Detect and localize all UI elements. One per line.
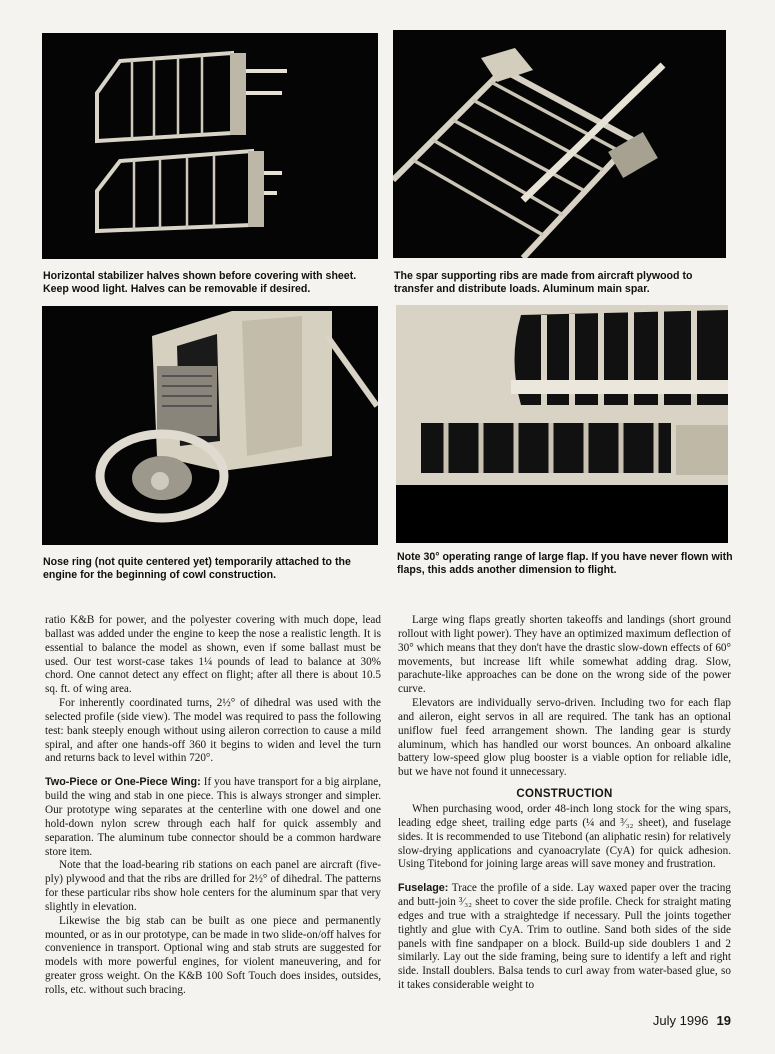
left-paragraph-1: ratio K&B for power, and the polyester covering with much dope, lead ballast was added under the engine to keep the nose a realistic length. It is essential to balance the model as shown, even if some ballast must be used. Our test worst-case takes 1¼ pounds of lead to balance at 30% chord. One cannot detect any effect on flight; after all there is about 10.5 sq. ft. of wing area.: [45, 614, 381, 696]
left-paragraph-5: Likewise the big stab can be built as one piece and permanently mounted, or as in our prototype, can be made in two slide-on/off halves for convenience in transport. Optional wing and stab struts are suggested for models with more powerful engines, for violent maneuvering, and for greater gross weight. On the K&B 100 Soft Touch does insides, outsides, rolls, etc. without such bracing.: [45, 914, 381, 996]
right-paragraph-4: [398, 882, 731, 993]
right-paragraph-2: Elevators are individually servo-driven. Including two for each flap and aileron, eight servos in all are required. The tank has an optional uniflow fuel feed arrangement shown. The landing gear is sturdy aluminum, which has handled our worst bounces. An onboard alkaline battery low-speed glow plug booster is a viable option for reliable idle, but we have not found it unnecessary.: [398, 697, 731, 779]
caption-stabilizer: Horizontal stabilizer halves shown before covering with sheet. Keep wood light. Halves can be removable if desired.: [43, 270, 357, 295]
caption-spar: The spar supporting ribs are made from aircraft plywood to transfer and distribute loads. Aluminum main spar.: [394, 270, 693, 295]
article-left-column: [45, 614, 381, 998]
left-paragraph-4: Note that the load-bearing rib stations on each panel are aircraft (five-ply) plywood and that the ribs are drilled for 2½° of dihedral. The patterns for these particular ribs show hole centers for the aluminum spar that very slightly in elevation.: [45, 859, 381, 913]
page-number: 19: [716, 1013, 731, 1028]
nose-ring-image: [42, 306, 378, 545]
photo-large-flap: [396, 305, 728, 543]
photo-nose-ring: [42, 306, 378, 545]
wing-subheading: Two-Piece or One-Piece Wing:: [45, 776, 201, 789]
right-paragraph-1: Large wing flaps greatly shorten takeoffs and landings (short ground rollout with light power). They have an optimized maximum deflection of 30° which means that they don't have the drastic slow-down effects of 60° movements, but increase lift while somewhat adding drag. Slow, parachute-like approaches can be done on the wrong side of the power curve.: [398, 614, 731, 696]
fuselage-subheading: Fuselage:: [398, 882, 449, 895]
left-paragraph-2: For inherently coordinated turns, 2½° of dihedral was used with the selected profile (side view). The model was required to pass the following test: bank steeply enough without using aileron correction to cause a mild spiral, and after one hands-off 360 it begins to widen and level the turn and returns back to level within 720°.: [45, 697, 381, 765]
right-paragraph-3: When purchasing wood, order 48-inch long stock for the wing spars, leading edge sheet, trailing edge parts (¼ and ³⁄₃₂ sheet), and fuselage sides. It is recommended to use Titebond (an aliphatic resin) for relatively slow-drying applications and cyanoacrylate (CyA) for quick adhesion. Using Titebond for joining large areas will save money and frustration.: [398, 802, 731, 871]
caption-flap: Note 30° operating range of large flap. If you have never flown with flaps, this adds another dimension to flight.: [397, 551, 733, 576]
right-paragraph-4-text: Trace the profile of a side. Lay waxed paper over the tracing and butt-join ³⁄₃₂ sheet to cover the side profile. Check for straight mating edges and true with a straightedge if necessary. Pull the joints together tightly and glue with CyA. Trim to outline. Sand both sides of the side panels with fine sandpaper on a block. Build-up side doublers 1 and 2 similarly. Lay out the side framing, being sure to identify a left and right side. Install doublers. Balsa tends to curl away from water-based glue, so it takes considerable weight to: [398, 882, 731, 992]
construction-heading: CONSTRUCTION: [516, 788, 613, 801]
stabilizer-halves-image: [42, 33, 378, 259]
left-paragraph-3-text: If you have transport for a big airplane, build the wing and stab in one piece. This is always stronger and simpler. Our prototype wing separates at the centerline with one dowel and one hold-down nylon screw through each half for quick assembly and separation. The aluminum tube connector should be a common hardware store item.: [45, 776, 382, 858]
article-right-column: [398, 614, 731, 993]
large-flap-image: [396, 305, 728, 543]
photo-stabilizer-halves: [42, 33, 378, 259]
page-footer: [653, 1013, 731, 1028]
spar-ribs-image: [393, 30, 726, 258]
caption-nose-ring: Nose ring (not quite centered yet) temporarily attached to the engine for the beginning of cowl construction.: [43, 556, 351, 581]
issue-date: July 1996: [652, 1013, 709, 1028]
left-paragraph-3: [45, 776, 381, 859]
photo-spar-ribs: [393, 30, 726, 258]
